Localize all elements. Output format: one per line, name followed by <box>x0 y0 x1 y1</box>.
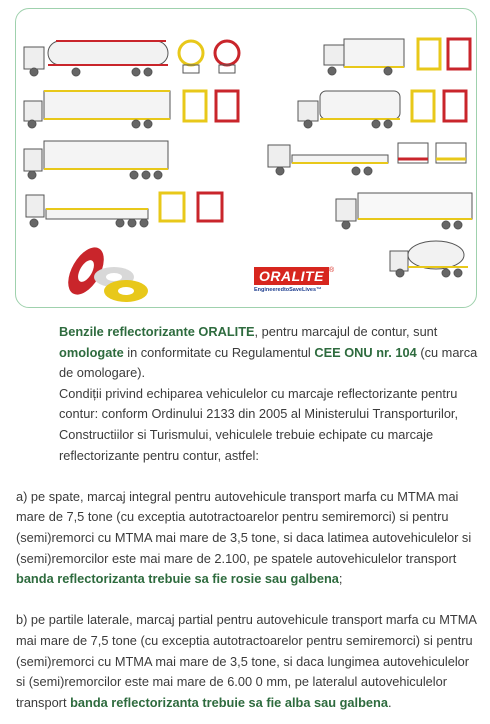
tanker-truck-side <box>24 41 168 76</box>
vehicle-marking-illustration <box>15 8 477 308</box>
tanker-rear-yellow <box>179 41 203 73</box>
garbage-rear-red <box>444 91 466 121</box>
oralite-strips-phrase: Benzile reflectorizante ORALITE <box>59 324 255 339</box>
text-span: , pentru marcajul de contur, sunt <box>254 324 438 339</box>
regulation-phrase: CEE ONU nr. 104 <box>314 344 417 360</box>
flatbed-truck-side <box>268 145 388 175</box>
garbage-rear-yellow <box>412 91 434 121</box>
oralite-logo-word: ORALITE <box>254 267 329 285</box>
tanker-rear-red <box>215 41 239 73</box>
timber-truck-side <box>336 193 472 229</box>
rear-color-requirement: banda reflectorizanta trebuie sa fie rosie sau galbena <box>16 571 339 587</box>
trailer-rear-red <box>216 91 238 121</box>
text-span: b) pe partile laterale, marcaj partial pentru autovehicule transport marfa cu MTMA mai mare de 7,5 tone (cu exceptia autotractoarelor pentru semiremorci) si pentru (semi)remorci cu MTMA mai mare de 3,5 tone, si daca lungimea autovehiculelor si (semi)remorcilor este mai mare de 6.00 0 mm, pe lateralul autovehiculelor transport <box>16 612 477 710</box>
concrete-mixer-side <box>390 241 468 277</box>
box-rear-red <box>448 39 470 69</box>
truck-drawings <box>16 9 477 308</box>
long-trailer-side <box>24 141 168 179</box>
reflective-tape-rolls <box>61 241 148 302</box>
paragraph-homologation <box>16 322 478 384</box>
side-color-requirement: banda reflectorizanta trebuie sa fie alba sau galbena <box>70 694 388 710</box>
oralite-tagline: EngineeredtoSaveLives™ <box>254 287 322 293</box>
trailer-rear-yellow <box>184 91 206 121</box>
garbage-truck-side <box>298 91 400 128</box>
article-text <box>16 322 478 713</box>
flatbed-rear-yellow <box>436 143 466 163</box>
oralite-logo <box>254 267 334 293</box>
low-loader-side <box>26 195 148 227</box>
text-span: a) pe spate, marcaj integral pentru autovehicule transport marfa cu MTMA mai mare de 7,5 tone (cu exceptia autotractoarelor pentru semiremorci) si pentru (semi)remorci cu MTMA mai mare de 3,5 tone, si daca latimea autovehiculelor si (semi)remorcilor este mai mare de 2.100, pe spatele autovehiculelor transport <box>16 488 472 566</box>
lowloader-rear-red <box>198 193 222 221</box>
omologate-phrase: omologate <box>59 344 124 360</box>
box-rear-yellow <box>418 39 440 69</box>
semi-trailer-side <box>24 91 170 128</box>
text-span: (cu marca de omologare). <box>59 344 478 381</box>
paragraph-conditions: Condiții privind echiparea vehiculelor cu marcaje reflectorizante pentru contur: conform Ordinului 2133 din 2005 al Ministerului Transporturilor, Constructiilor si Turismului, vehiculele trebuie echipate cu marcaje reflectorizante pentru contur, astfel: <box>59 385 459 463</box>
oralite-logo-reg: ® <box>328 267 335 274</box>
text-span: in conformitate cu Regulamentul <box>123 344 315 360</box>
text-span: ; <box>338 571 343 587</box>
item-a-rear-marking <box>16 487 478 590</box>
lowloader-rear-yellow <box>160 193 184 221</box>
item-b-side-marking <box>16 610 478 713</box>
text-span: . <box>387 694 392 710</box>
box-truck-side <box>324 39 404 75</box>
flatbed-rear-white <box>398 143 428 163</box>
